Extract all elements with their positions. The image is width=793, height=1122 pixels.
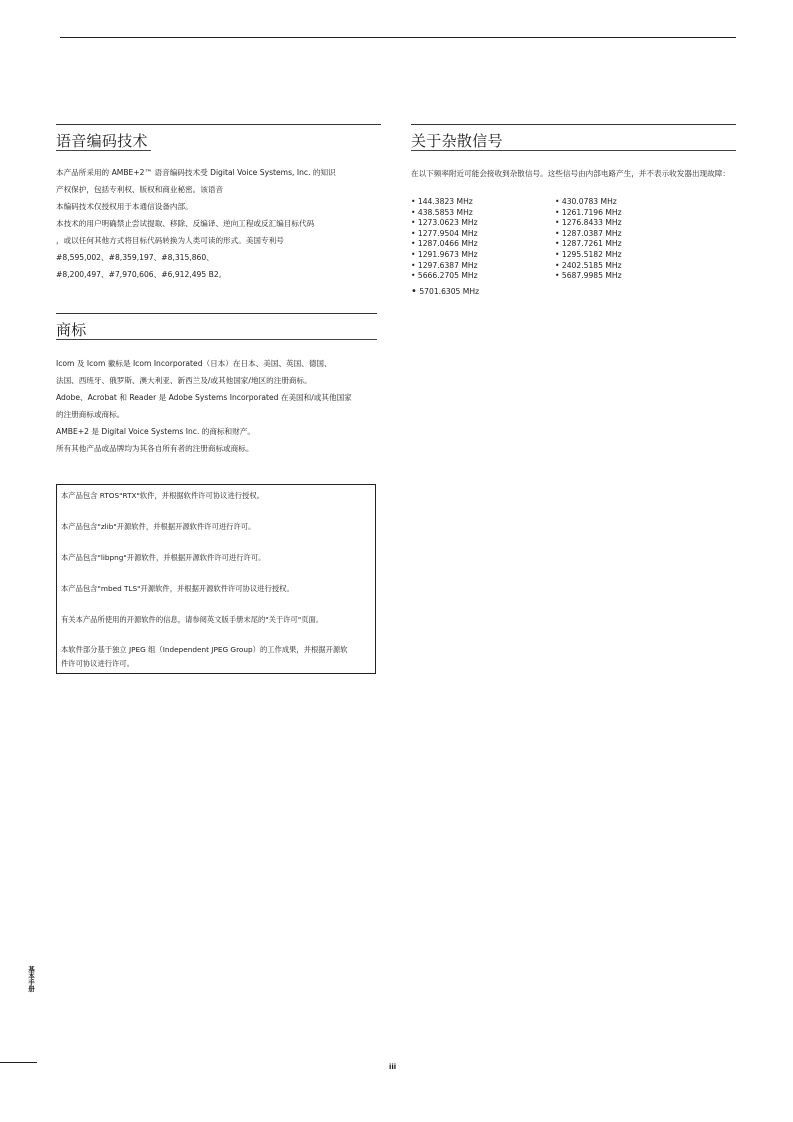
top-rule: [60, 37, 736, 38]
frequency-item: • 1277.9504 MHz: [411, 228, 478, 238]
license-line: 本软件部分基于独立 JPEG 组（Independent JPEG Group）的工作成果，并根据开源软: [61, 645, 348, 654]
license-line: 本产品包含"zlib"开源软件，并根据开源软件许可进行许可。: [61, 522, 256, 531]
voice-coding-line: 本编码技术仅授权用于本通信设备内部。: [56, 202, 193, 211]
trademarks-line: AMBE+2 是 Digital Voice Systems Inc. 的商标和财产。: [56, 427, 255, 436]
frequency-item: • 438.5853 MHz: [411, 207, 473, 217]
spurious-intro: 在以下频率附近可能会接收到杂散信号。这些信号由内部电路产生，并不表示收发器出现故障：: [411, 169, 730, 178]
frequency-item: • 1287.0466 MHz: [411, 239, 478, 249]
license-box: [56, 484, 376, 674]
frequency-value: 5701.6305 MHz: [419, 287, 480, 296]
frequency-item: • 1287.7261 MHz: [555, 239, 622, 249]
license-line: 本产品包含"mbed TLS"开源软件，并根据开源软件许可协议进行授权。: [61, 584, 294, 593]
voice-coding-line: 本技术的用户明确禁止尝试提取、移除、反编译、逆向工程或反汇编目标代码: [56, 219, 315, 228]
voice-coding-line: 产权保护，包括专利权、版权和商业秘密。该语音: [56, 185, 224, 194]
frequency-item: • 1261.7196 MHz: [555, 207, 622, 217]
license-line: 有关本产品所使用的开源软件的信息，请参阅英文版手册末尾的"关于许可"页面。: [61, 615, 324, 624]
trademarks-line: Adobe、Acrobat 和 Reader 是 Adobe Systems Incorporated 在美国和/或其他国家: [56, 393, 352, 402]
frequency-item: • 5687.9985 MHz: [555, 271, 622, 281]
frequency-item: • 1273.0623 MHz: [411, 218, 478, 228]
section-rule-voice-coding: [56, 124, 381, 125]
frequency-list: [411, 197, 701, 282]
section-rule-spurious: [411, 124, 736, 125]
voice-coding-title: 语音编码技术: [56, 132, 148, 150]
frequency-item: • 1291.9673 MHz: [411, 249, 478, 259]
frequency-item: • 2402.5185 MHz: [555, 260, 622, 270]
trademarks-line: 所有其他产品或品牌均为其各自所有者的注册商标或商标。: [56, 444, 254, 453]
frequency-item: • 430.0783 MHz: [555, 197, 617, 206]
frequency-item: • 1287.0387 MHz: [555, 228, 622, 238]
voice-coding-line: 本产品所采用的 AMBE+2™ 语音编码技术受 Digital Voice Systems, Inc. 的知识: [56, 168, 336, 177]
spurious-title: 关于杂散信号: [411, 132, 503, 150]
trademarks-line: Icom 及 Icom 徽标是 Icom Incorporated（日本）在日本、美国、英国、德国、: [56, 359, 332, 368]
trademarks-line: 的注册商标或商标。: [56, 410, 125, 419]
frequency-item: • 1297.6387 MHz: [411, 260, 478, 270]
voice-coding-line: #8,200,497、#7,970,606、#6,912,495 B2。: [56, 270, 227, 279]
page-number: iii: [389, 1063, 397, 1071]
trademarks-line: 法国、西班牙、俄罗斯、澳大利亚、新西兰及/或其他国家/地区的注册商标。: [56, 376, 312, 385]
voice-coding-line: #8,595,002、#8,359,197、#8,315,860、: [56, 253, 214, 262]
trademarks-body: [56, 355, 352, 457]
bullet-icon: •: [411, 286, 417, 297]
side-tab-label: 基本手册: [27, 966, 35, 992]
voice-coding-underline: [56, 150, 151, 151]
frequency-item: • 5666.2705 MHz: [411, 271, 478, 281]
trademarks-title: 商标: [56, 321, 87, 339]
section-rule-trademarks: [56, 313, 377, 314]
voice-coding-body: [56, 164, 336, 283]
frequency-item: • 1276.8433 MHz: [555, 218, 622, 228]
frequency-item-last: [411, 286, 479, 297]
spurious-underline: [411, 150, 736, 151]
license-line: 本产品包含"libpng"开源软件，并根据开源软件许可进行许可。: [61, 553, 266, 562]
license-line: 本产品包含 RTOS"RTX"软件，并根据软件许可协议进行授权。: [61, 491, 264, 500]
frequency-item: • 1295.5182 MHz: [555, 249, 622, 259]
license-line: 件许可协议进行许可。: [61, 659, 134, 668]
voice-coding-line: ，或以任何其他方式将目标代码转换为人类可读的形式。美国专利号: [56, 236, 284, 245]
trademarks-underline: [56, 339, 377, 340]
bottom-rule: [0, 1062, 37, 1063]
frequency-item: • 144.3823 MHz: [411, 197, 473, 206]
